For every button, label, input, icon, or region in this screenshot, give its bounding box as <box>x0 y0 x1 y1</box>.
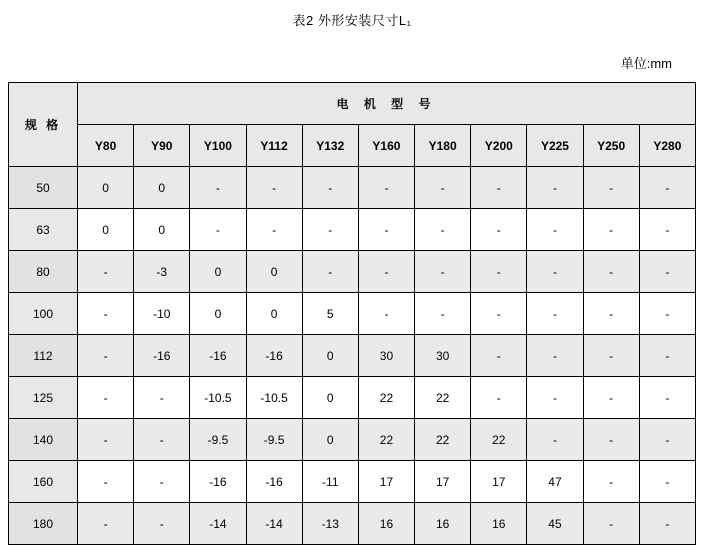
cell-value: 45 <box>527 503 583 545</box>
cell-value: - <box>78 293 134 335</box>
cell-value: 0 <box>302 377 358 419</box>
cell-value: - <box>471 251 527 293</box>
unit-note: 单位:mm <box>620 56 672 71</box>
cell-value: - <box>190 209 246 251</box>
cell-value: - <box>639 377 695 419</box>
column-header-motor-model-group: 电 机 型 号 <box>78 83 696 125</box>
cell-value: -13 <box>302 503 358 545</box>
cell-value: -9.5 <box>246 419 302 461</box>
cell-value: - <box>471 377 527 419</box>
cell-value: - <box>471 167 527 209</box>
column-header-y100: Y100 <box>190 125 246 167</box>
cell-value: - <box>358 251 414 293</box>
cell-value: - <box>358 293 414 335</box>
table-row <box>9 167 696 209</box>
cell-value: 0 <box>246 293 302 335</box>
cell-value: 22 <box>471 419 527 461</box>
cell-value: 0 <box>246 251 302 293</box>
cell-value: 22 <box>358 377 414 419</box>
document-page <box>0 10 704 550</box>
cell-value: - <box>639 503 695 545</box>
column-header-y280: Y280 <box>639 125 695 167</box>
cell-value: -10.5 <box>190 377 246 419</box>
cell-value: 0 <box>78 209 134 251</box>
table-head <box>9 83 696 167</box>
cell-value: - <box>583 293 639 335</box>
cell-value: - <box>78 251 134 293</box>
cell-value: - <box>583 377 639 419</box>
cell-value: - <box>358 209 414 251</box>
cell-value: - <box>583 209 639 251</box>
cell-value: - <box>583 419 639 461</box>
cell-value: - <box>583 335 639 377</box>
cell-value: - <box>527 209 583 251</box>
cell-value: - <box>639 335 695 377</box>
column-header-y250: Y250 <box>583 125 639 167</box>
cell-value: -10.5 <box>246 377 302 419</box>
cell-value: - <box>78 461 134 503</box>
cell-value: - <box>527 419 583 461</box>
cell-value: 16 <box>358 503 414 545</box>
row-spec-label: 160 <box>9 461 78 503</box>
column-header-y180: Y180 <box>415 125 471 167</box>
cell-value: 22 <box>415 377 471 419</box>
cell-value: - <box>302 251 358 293</box>
cell-value: - <box>78 419 134 461</box>
cell-value: -16 <box>190 461 246 503</box>
cell-value: - <box>583 461 639 503</box>
row-spec-label: 63 <box>9 209 78 251</box>
cell-value: - <box>471 335 527 377</box>
cell-value: 47 <box>527 461 583 503</box>
cell-value: 0 <box>134 167 190 209</box>
cell-value: 30 <box>358 335 414 377</box>
cell-value: 0 <box>302 419 358 461</box>
cell-value: - <box>415 209 471 251</box>
cell-value: 16 <box>415 503 471 545</box>
cell-value: -14 <box>246 503 302 545</box>
cell-value: - <box>471 209 527 251</box>
table-container <box>0 82 704 545</box>
table-header-row-models <box>9 125 696 167</box>
cell-value: 22 <box>358 419 414 461</box>
cell-value: - <box>527 377 583 419</box>
row-spec-label: 50 <box>9 167 78 209</box>
table-row <box>9 461 696 503</box>
cell-value: -3 <box>134 251 190 293</box>
cell-value: 0 <box>134 209 190 251</box>
column-header-spec: 规 格 <box>9 83 78 167</box>
cell-value: - <box>639 251 695 293</box>
row-spec-label: 180 <box>9 503 78 545</box>
cell-value: -14 <box>190 503 246 545</box>
table-row <box>9 251 696 293</box>
cell-value: 0 <box>78 167 134 209</box>
table-row <box>9 419 696 461</box>
column-header-y160: Y160 <box>358 125 414 167</box>
cell-value: - <box>358 167 414 209</box>
column-header-y225: Y225 <box>527 125 583 167</box>
cell-value: - <box>583 167 639 209</box>
table-row <box>9 503 696 545</box>
cell-value: - <box>134 377 190 419</box>
dimensions-table <box>8 82 696 545</box>
cell-value: - <box>471 293 527 335</box>
table-body <box>9 167 696 545</box>
cell-value: - <box>527 251 583 293</box>
cell-value: - <box>639 167 695 209</box>
cell-value: -10 <box>134 293 190 335</box>
cell-value: - <box>639 461 695 503</box>
cell-value: -11 <box>302 461 358 503</box>
cell-value: - <box>639 419 695 461</box>
cell-value: - <box>78 335 134 377</box>
cell-value: -16 <box>134 335 190 377</box>
column-header-y200: Y200 <box>471 125 527 167</box>
table-row <box>9 209 696 251</box>
cell-value: 5 <box>302 293 358 335</box>
cell-value: -16 <box>190 335 246 377</box>
table-row <box>9 293 696 335</box>
row-spec-label: 125 <box>9 377 78 419</box>
cell-value: 30 <box>415 335 471 377</box>
cell-value: 0 <box>190 293 246 335</box>
column-header-y132: Y132 <box>302 125 358 167</box>
column-header-y90: Y90 <box>134 125 190 167</box>
cell-value: 17 <box>471 461 527 503</box>
cell-value: - <box>302 167 358 209</box>
cell-value: - <box>302 209 358 251</box>
cell-value: - <box>134 419 190 461</box>
cell-value: - <box>246 209 302 251</box>
cell-value: - <box>527 167 583 209</box>
cell-value: - <box>583 251 639 293</box>
row-spec-label: 140 <box>9 419 78 461</box>
table-header-row-group <box>9 83 696 125</box>
table-row <box>9 335 696 377</box>
cell-value: - <box>415 167 471 209</box>
cell-value: - <box>78 503 134 545</box>
cell-value: -9.5 <box>190 419 246 461</box>
cell-value: - <box>190 167 246 209</box>
row-spec-label: 100 <box>9 293 78 335</box>
cell-value: 16 <box>471 503 527 545</box>
cell-value: 0 <box>302 335 358 377</box>
cell-value: - <box>527 293 583 335</box>
column-header-y80: Y80 <box>78 125 134 167</box>
cell-value: - <box>78 377 134 419</box>
cell-value: 0 <box>190 251 246 293</box>
table-row <box>9 377 696 419</box>
cell-value: - <box>583 503 639 545</box>
cell-value: - <box>415 251 471 293</box>
cell-value: - <box>639 209 695 251</box>
cell-value: 17 <box>415 461 471 503</box>
cell-value: 17 <box>358 461 414 503</box>
column-header-y112: Y112 <box>246 125 302 167</box>
cell-value: - <box>527 335 583 377</box>
cell-value: 22 <box>415 419 471 461</box>
row-spec-label: 112 <box>9 335 78 377</box>
cell-value: - <box>415 293 471 335</box>
row-spec-label: 80 <box>9 251 78 293</box>
cell-value: - <box>246 167 302 209</box>
cell-value: - <box>134 503 190 545</box>
cell-value: -16 <box>246 461 302 503</box>
page-title: 表2 外形安装尺寸L₁ <box>292 13 412 28</box>
cell-value: - <box>134 461 190 503</box>
cell-value: -16 <box>246 335 302 377</box>
cell-value: - <box>639 293 695 335</box>
